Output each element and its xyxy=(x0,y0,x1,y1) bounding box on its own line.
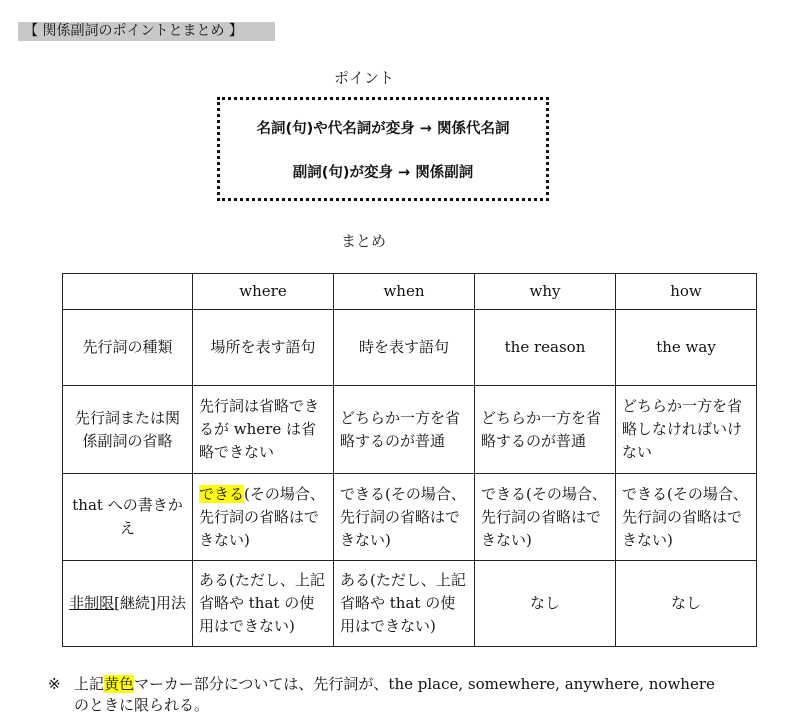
table-cell: 場所を表す語句 xyxy=(193,310,334,386)
table-cell: できる(その場合、先行詞の省略はできない) xyxy=(334,474,475,561)
table-row xyxy=(63,386,757,474)
row-label-omission: 先行詞または関係副詞の省略 xyxy=(63,386,193,474)
table-cell-highlighted xyxy=(193,474,334,561)
row-label-underlined: 非制限 xyxy=(69,594,115,612)
row-label-antecedent-type: 先行詞の種類 xyxy=(63,310,193,386)
reference-mark: ※ xyxy=(48,675,61,693)
summary-caption: まとめ xyxy=(341,232,387,250)
table-cell: ある(ただし、上記省略や that の使用はできない) xyxy=(334,561,475,647)
table-header-how: how xyxy=(616,274,757,310)
table-cell: the way xyxy=(616,310,757,386)
table-cell-rest: (その場合、先行詞の省略はできない) xyxy=(199,484,325,549)
point-line-relative-pronoun: 名詞(句)や代名詞が変身 → 関係代名詞 xyxy=(256,121,510,137)
table-cell: できる(その場合、先行詞の省略はできない) xyxy=(616,474,757,561)
table-row xyxy=(63,310,757,386)
table-row xyxy=(63,561,757,647)
table-cell: the reason xyxy=(475,310,616,386)
table-header-cell-empty xyxy=(63,274,193,310)
table-cell: なし xyxy=(475,561,616,647)
table-cell: どちらか一方を省略するのが普通 xyxy=(475,386,616,474)
table-cell: 先行詞は省略できるが where は省略できない xyxy=(193,386,334,474)
table-cell: できる(その場合、先行詞の省略はできない) xyxy=(475,474,616,561)
yellow-marker-word: 黄色 xyxy=(104,675,135,693)
point-caption: ポイント xyxy=(334,69,395,87)
footnote-rest: マーカー部分については、先行詞が、the place, somewhere, anywhere, nowhere xyxy=(134,675,715,693)
table-cell: どちらか一方を省略しなければいけない xyxy=(616,386,757,474)
footnote-text xyxy=(74,674,768,716)
table-header-why: why xyxy=(475,274,616,310)
yellow-marker-text: できる xyxy=(199,484,245,503)
point-box xyxy=(217,97,549,201)
footnote-line2: のときに限られる。 xyxy=(74,696,210,714)
row-label-rest: [継続]用法 xyxy=(114,594,186,612)
table-cell: ある(ただし、上記省略や that の使用はできない) xyxy=(193,561,334,647)
row-label-that-rewrite: that への書きかえ xyxy=(63,474,193,561)
row-label-nonrestrictive xyxy=(63,561,193,647)
table-cell: 時を表す語句 xyxy=(334,310,475,386)
table-cell: なし xyxy=(616,561,757,647)
point-line-relative-adverb: 副詞(句)が変身 → 関係副詞 xyxy=(292,165,474,181)
footnote-prefix: 上記 xyxy=(74,675,105,693)
page-title: 【 関係副詞のポイントとまとめ 】 xyxy=(18,22,275,41)
table-row xyxy=(63,474,757,561)
table-header-row xyxy=(63,274,757,310)
table-header-where: where xyxy=(193,274,334,310)
table-cell: どちらか一方を省略するのが普通 xyxy=(334,386,475,474)
table-header-when: when xyxy=(334,274,475,310)
summary-table xyxy=(62,273,757,647)
